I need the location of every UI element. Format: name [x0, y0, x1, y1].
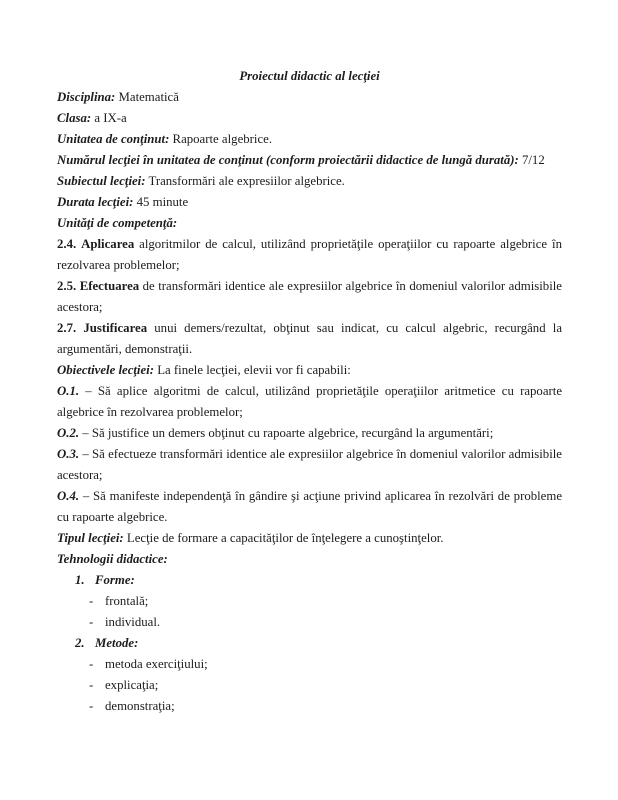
- list-item-text: frontală;: [105, 594, 149, 608]
- field-disciplina: [57, 87, 562, 108]
- list-item-text: explicaţia;: [105, 678, 159, 692]
- field-unitatea-continut: [57, 129, 562, 150]
- field-tipul-lectiei: [57, 528, 562, 549]
- list-item-text: demonstraţia;: [105, 699, 175, 713]
- field-value: 7/12: [521, 153, 545, 167]
- competency-keyword: Justificarea: [83, 321, 148, 335]
- list-item: [57, 591, 562, 612]
- objective-text: – Să aplice algoritmi de calcul, utilizând proprietăţile operaţiilor aritmetice cu rapoarte algebrice în rezolvarea problemelor;: [57, 384, 563, 419]
- objective-text: – Să manifeste independenţă în gândire şi acţiune privind aplicarea în rezolvări de probleme cu rapoarte algebrice.: [57, 489, 562, 524]
- objective-o2: [57, 423, 562, 444]
- list-item: [57, 696, 562, 717]
- dash-bullet: -: [89, 678, 94, 692]
- field-label: Unităţi de competenţă:: [57, 216, 178, 230]
- field-label: Subiectul lecţiei:: [57, 174, 146, 188]
- field-subiectul-lectiei: [57, 171, 562, 192]
- list-number: 2.: [75, 636, 85, 650]
- list-title: Forme:: [95, 573, 135, 587]
- document-title: Proiectul didactic al lecţiei: [239, 69, 380, 83]
- competency-2-4: [57, 234, 562, 276]
- field-value: Matematică: [118, 90, 179, 104]
- field-label: Tehnologii didactice:: [57, 552, 168, 566]
- field-numarul-lectiei: [57, 150, 562, 171]
- list-item-text: individual.: [105, 615, 161, 629]
- objective-number: O.2.: [57, 426, 80, 440]
- dash-bullet: -: [89, 657, 94, 671]
- competency-keyword: Aplicarea: [81, 237, 135, 251]
- competency-2-5: [57, 276, 562, 318]
- field-label: Disciplina:: [57, 90, 116, 104]
- competency-number: 2.5.: [57, 279, 77, 293]
- field-label: Durata lecţiei:: [57, 195, 134, 209]
- list-number: 1.: [75, 573, 85, 587]
- competency-keyword: Efectuarea: [79, 279, 140, 293]
- objective-number: O.3.: [57, 447, 80, 461]
- competency-text: unui demers/rezultat, obţinut sau indicat, cu calcul algebric, recurgând la argumentări, demonstraţii.: [57, 321, 562, 356]
- objective-number: O.4.: [57, 489, 80, 503]
- field-label: Numărul lecţiei în unitatea de conţinut (conform proiectării didactice de lungă durată):: [57, 153, 519, 167]
- objective-o3: [57, 444, 562, 486]
- list-item-forme: [57, 570, 562, 591]
- dash-bullet: -: [89, 594, 94, 608]
- field-value: Lecţie de formare a capacităţilor de înţelegere a cunoştinţelor.: [126, 531, 444, 545]
- objective-number: O.1.: [57, 384, 80, 398]
- competency-text: de transformări identice ale expresiilor algebrice în domeniul valorilor admisibile acestora;: [57, 279, 562, 314]
- list-item-text: metoda exerciţiului;: [105, 657, 208, 671]
- field-label: Unitatea de conţinut:: [57, 132, 170, 146]
- competency-number: 2.7.: [57, 321, 77, 335]
- list-item: [57, 675, 562, 696]
- list-item: [57, 612, 562, 633]
- field-label: Obiectivele lecţiei:: [57, 363, 154, 377]
- competency-text: algoritmilor de calcul, utilizând proprietăţile operaţiilor cu rapoarte algebrice în rezolvarea problemelor;: [57, 237, 562, 272]
- heading-tehnologii-didactice: [57, 549, 562, 570]
- field-value: 45 minute: [136, 195, 189, 209]
- field-label: Clasa:: [57, 111, 92, 125]
- field-clasa: [57, 108, 562, 129]
- dash-bullet: -: [89, 699, 94, 713]
- field-value: La finele lecţiei, elevii vor fi capabili:: [157, 363, 351, 377]
- field-value: Transformări ale expresiilor algebrice.: [148, 174, 345, 188]
- objective-text: – Să efectueze transformări identice ale expresiilor algebrice în domeniul valorilor admisibile acestora;: [57, 447, 562, 482]
- competency-2-7: [57, 318, 562, 360]
- competency-number: 2.4.: [57, 237, 77, 251]
- list-item-metode: [57, 633, 562, 654]
- field-value: Rapoarte algebrice.: [172, 132, 273, 146]
- field-durata-lectiei: [57, 192, 562, 213]
- objectives-header: [57, 360, 562, 381]
- field-label: Tipul lecţiei:: [57, 531, 124, 545]
- field-value: a IX-a: [94, 111, 127, 125]
- list-item: [57, 654, 562, 675]
- objective-o4: [57, 486, 562, 528]
- objective-o1: [57, 381, 562, 423]
- list-title: Metode:: [95, 636, 139, 650]
- dash-bullet: -: [89, 615, 94, 629]
- objective-text: – Să justifice un demers obţinut cu rapoarte algebrice, recurgând la argumentări;: [82, 426, 494, 440]
- heading-unitati-competenta: [57, 213, 562, 234]
